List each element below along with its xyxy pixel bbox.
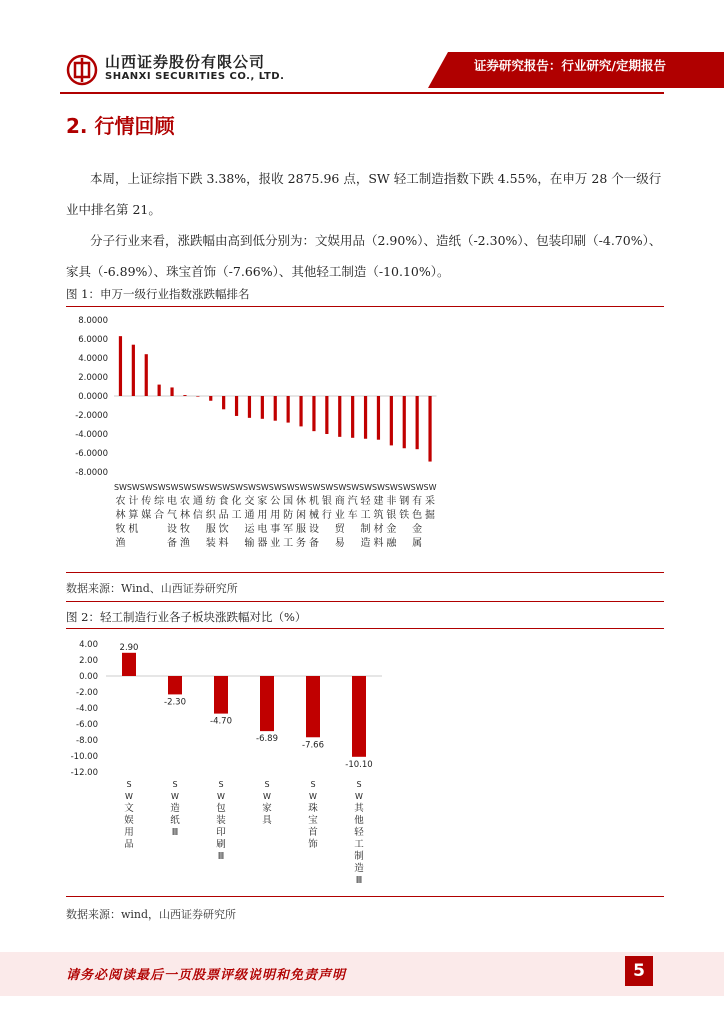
x-tick-label: 综 (154, 496, 165, 507)
paragraph-market-summary: 本周，上证综指下跌 3.38%，报收 2875.96 点，SW 轻工制造指数下跌 4.55%，在申万 28 个一级行业中排名第 21。 (66, 171, 662, 217)
bar-1 (122, 653, 136, 676)
x-tick-label: 输 (244, 538, 255, 549)
data-label: 2.90 (119, 642, 139, 653)
bar-9 (222, 396, 225, 409)
x-tick-label: SW (294, 483, 308, 492)
x-tick-label: 材 (373, 524, 384, 535)
x-tick-label: W (125, 792, 133, 801)
x-tick-label: 铁 (399, 510, 410, 521)
x-tick-label: SW (346, 483, 360, 492)
bar-21 (377, 396, 380, 440)
y-tick-label: -2.0000 (75, 411, 108, 421)
section-title: 2. 行情回顾 (66, 114, 175, 138)
x-tick-label: S (356, 780, 362, 789)
x-tick-label: 具 (262, 815, 272, 826)
x-tick-label: 电 (257, 524, 268, 535)
y-tick-label: 6.0000 (78, 335, 108, 345)
x-tick-label: 制 (360, 524, 371, 535)
x-tick-label: 制 (354, 851, 364, 862)
figure1-bottom-rule (66, 572, 664, 573)
x-tick-label: 掘 (425, 510, 436, 521)
bar-8 (209, 396, 212, 401)
x-tick-label: 首 (308, 827, 318, 838)
bar-18 (338, 396, 341, 437)
data-label: -10.10 (345, 759, 373, 770)
x-tick-label: 电 (167, 496, 178, 507)
x-tick-label: 钢 (399, 496, 410, 507)
bar-19 (351, 396, 354, 438)
figure1-caption: 图 1：申万一级行业指数涨跌幅排名 (66, 287, 250, 301)
bar-3 (214, 676, 228, 714)
x-tick-label: 造 (170, 803, 180, 814)
y-tick-label: -8.0000 (75, 468, 108, 478)
x-tick-label: 品 (218, 510, 229, 521)
x-tick-label: 料 (373, 538, 384, 549)
x-tick-label: 他 (354, 815, 364, 826)
x-tick-label: SW (126, 483, 140, 492)
x-tick-label: SW (384, 483, 398, 492)
x-tick-label: 算 (128, 510, 139, 521)
x-tick-label: W (217, 792, 225, 801)
bar-6 (352, 676, 366, 757)
x-tick-label: SW (281, 483, 295, 492)
x-tick-label: 汽 (347, 496, 358, 507)
x-tick-label: S (172, 780, 178, 789)
subsector-change-chart (66, 632, 406, 894)
x-tick-label: 服 (205, 524, 216, 535)
x-tick-label: SW (320, 483, 334, 492)
x-tick-label: 传 (141, 496, 152, 507)
x-tick-label: 车 (347, 510, 358, 521)
bar-16 (312, 396, 315, 431)
company-name-cn: 山西证券股份有限公司 (105, 53, 266, 71)
x-tick-label: 筑 (373, 510, 384, 521)
report-type-label: 证券研究报告：行业研究/定期报告 (473, 58, 666, 73)
x-tick-label: S (218, 780, 224, 789)
y-tick-label: -6.00 (76, 720, 98, 730)
figure1-source: 数据来源：Wind、山西证券研究所 (66, 582, 238, 595)
x-tick-label: SW (371, 483, 385, 492)
x-tick-label: 纺 (205, 496, 216, 507)
x-tick-label: Ⅲ (217, 851, 225, 862)
x-tick-label: 工 (283, 538, 294, 549)
x-tick-label: SW (397, 483, 411, 492)
x-tick-label: 刷 (216, 839, 226, 850)
x-tick-label: 渔 (179, 538, 190, 549)
bar-5 (170, 387, 173, 396)
y-tick-label: 2.0000 (78, 373, 108, 383)
x-tick-label: 工 (231, 510, 242, 521)
x-tick-label: 业 (270, 538, 281, 549)
x-tick-label: 用 (257, 510, 268, 521)
figure2-top-rule (66, 601, 664, 602)
x-tick-label: SW (139, 483, 153, 492)
x-tick-label: 融 (386, 538, 397, 549)
x-tick-label: 机 (308, 496, 319, 507)
x-tick-label: 采 (425, 496, 436, 507)
x-tick-label: 品 (124, 839, 134, 850)
bar-12 (261, 396, 264, 419)
x-tick-label: 易 (334, 538, 345, 549)
x-tick-label: 家 (262, 803, 272, 814)
x-tick-label: 包 (216, 803, 226, 814)
x-tick-label: 轻 (360, 496, 371, 507)
data-label: -4.70 (210, 716, 232, 727)
x-tick-label: 饮 (218, 524, 229, 535)
figure2-source: 数据来源：wind，山西证券研究所 (66, 908, 237, 921)
x-tick-label: 信 (192, 510, 203, 521)
x-tick-label: 牧 (115, 524, 126, 535)
x-tick-label: 造 (360, 538, 371, 549)
x-tick-label: 械 (308, 510, 319, 521)
footer-disclaimer: 请务必阅读最后一页股票评级说明和免责声明 (66, 968, 347, 983)
x-tick-label: 防 (283, 510, 294, 521)
company-name-en: SHANXI SECURITIES CO., LTD. (105, 71, 285, 82)
bar-22 (390, 396, 393, 445)
x-tick-label: 属 (412, 538, 423, 549)
bar-2 (132, 345, 135, 396)
x-tick-label: 珠 (308, 803, 318, 814)
bar-7 (196, 396, 199, 397)
bar-3 (145, 354, 148, 396)
x-tick-label: 林 (179, 510, 190, 521)
x-tick-label: SW (307, 483, 321, 492)
x-tick-label: 公 (270, 496, 281, 507)
x-tick-label: 务 (296, 538, 307, 549)
x-tick-label: Ⅲ (355, 875, 363, 886)
y-tick-label: 0.0000 (78, 392, 108, 402)
x-tick-label: 闲 (296, 510, 307, 521)
x-tick-label: 金 (386, 524, 397, 535)
x-tick-label: SW (333, 483, 347, 492)
x-tick-label: 银 (321, 496, 332, 507)
x-tick-label: 休 (296, 496, 307, 507)
bar-14 (287, 396, 290, 423)
x-tick-label: 国 (283, 496, 294, 507)
x-tick-label: 有 (412, 496, 423, 507)
y-tick-label: -4.0000 (75, 430, 108, 440)
x-tick-label: 设 (167, 524, 178, 535)
figure1-top-rule (66, 306, 664, 307)
y-tick-label: -12.00 (70, 768, 98, 778)
data-label: -2.30 (164, 697, 186, 708)
bar-23 (403, 396, 406, 448)
x-tick-label: 家 (257, 496, 268, 507)
x-tick-label: 媒 (141, 510, 152, 521)
x-tick-label: Ⅲ (171, 827, 179, 838)
bar-20 (364, 396, 367, 439)
x-tick-label: 农 (179, 496, 190, 507)
x-tick-label: SW (255, 483, 269, 492)
bar-5 (306, 676, 320, 737)
x-tick-label: SW (423, 483, 437, 492)
y-tick-label: -10.00 (70, 752, 98, 762)
x-tick-label: SW (152, 483, 166, 492)
y-tick-label: 4.00 (79, 640, 98, 650)
x-tick-label: 备 (167, 538, 178, 549)
x-tick-label: 轻 (354, 827, 364, 838)
x-tick-label: 林 (115, 510, 126, 521)
y-tick-label: -2.00 (76, 688, 98, 698)
y-tick-label: 4.0000 (78, 354, 108, 364)
x-tick-label: 印 (216, 827, 226, 838)
x-tick-label: 用 (124, 827, 134, 838)
figure2-caption: 图 2：轻工制造行业各子板块涨跌幅对比（%） (66, 610, 307, 624)
x-tick-label: 娱 (124, 815, 134, 826)
x-tick-label: 工 (354, 839, 364, 850)
x-tick-label: SW (165, 483, 179, 492)
paragraph-subsector-summary: 分子行业来看，涨跌幅由高到低分别为：文娱用品（2.90%）、造纸（-2.30%）、包装印刷（-4.70%）、家具（-6.89%）、珠宝首饰（-7.66%）、其他轻工制造（-10.10%）。 (66, 233, 662, 279)
x-tick-label: SW (191, 483, 205, 492)
header-divider (60, 92, 664, 94)
x-tick-label: SW (113, 483, 127, 492)
x-tick-label: 计 (128, 496, 139, 507)
x-tick-label: 设 (308, 524, 319, 535)
x-tick-label: 宝 (308, 815, 318, 826)
bar-24 (416, 396, 419, 449)
x-tick-label: 非 (386, 496, 397, 507)
x-tick-label: 料 (218, 538, 229, 549)
x-tick-label: 织 (205, 510, 216, 521)
x-tick-label: SW (217, 483, 231, 492)
bar-11 (248, 396, 251, 418)
x-tick-label: SW (178, 483, 192, 492)
x-tick-label: 器 (257, 538, 268, 549)
x-tick-label: 化 (231, 496, 242, 507)
x-tick-label: SW (410, 483, 424, 492)
x-tick-label: 色 (412, 510, 423, 521)
page-number: 5 (625, 956, 653, 986)
page-header (0, 0, 724, 100)
x-tick-label: SW (242, 483, 256, 492)
bar-2 (168, 676, 182, 694)
x-tick-label: 装 (205, 538, 216, 549)
bar-1 (119, 336, 122, 396)
bar-15 (299, 396, 302, 426)
x-tick-label: 军 (283, 524, 294, 535)
y-tick-label: 0.00 (79, 672, 98, 682)
x-tick-label: 业 (334, 510, 345, 521)
x-tick-label: 事 (270, 524, 281, 535)
x-tick-label: 金 (412, 524, 423, 535)
bar-17 (325, 396, 328, 434)
x-tick-label: S (310, 780, 316, 789)
y-tick-label: -6.0000 (75, 449, 108, 459)
x-tick-label: 纸 (170, 815, 180, 826)
y-tick-label: -8.00 (76, 736, 98, 746)
y-tick-label: -4.00 (76, 704, 98, 714)
x-tick-label: SW (359, 483, 373, 492)
x-tick-label: 服 (296, 524, 307, 535)
x-tick-label: 其 (354, 803, 364, 814)
x-tick-label: 备 (308, 538, 319, 549)
x-tick-label: 装 (216, 815, 226, 826)
x-tick-label: 商 (334, 496, 345, 507)
data-label: -7.66 (302, 740, 324, 751)
x-tick-label: 银 (386, 510, 397, 521)
industry-ranking-chart (66, 308, 466, 570)
x-tick-label: W (171, 792, 179, 801)
x-tick-label: W (309, 792, 317, 801)
x-tick-label: 贸 (334, 524, 345, 535)
x-tick-label: 交 (244, 496, 255, 507)
x-tick-label: 饰 (308, 839, 318, 850)
x-tick-label: 合 (154, 510, 165, 521)
x-tick-label: 造 (354, 863, 364, 874)
x-tick-label: W (263, 792, 271, 801)
y-tick-label: 8.0000 (78, 316, 108, 326)
x-tick-label: 通 (244, 510, 255, 521)
y-tick-label: 2.00 (79, 656, 98, 666)
x-tick-label: SW (230, 483, 244, 492)
x-tick-label: 通 (192, 496, 203, 507)
x-tick-label: 食 (218, 496, 229, 507)
x-tick-label: SW (268, 483, 282, 492)
x-tick-label: 文 (124, 803, 134, 814)
bar-4 (158, 385, 161, 396)
x-tick-label: 用 (270, 510, 281, 521)
x-tick-label: S (264, 780, 270, 789)
x-tick-label: 运 (244, 524, 255, 535)
bar-25 (428, 396, 431, 462)
bar-4 (260, 676, 274, 731)
x-tick-label: 渔 (115, 538, 126, 549)
x-tick-label: SW (204, 483, 218, 492)
bar-10 (235, 396, 238, 416)
x-tick-label: 农 (115, 496, 126, 507)
x-tick-label: 工 (360, 510, 371, 521)
bar-13 (274, 396, 277, 421)
x-tick-label: 机 (128, 524, 139, 535)
x-tick-label: 牧 (179, 524, 190, 535)
figure2-bottom-rule (66, 896, 664, 897)
figure2-mid-rule (66, 628, 664, 629)
x-tick-label: 气 (167, 510, 178, 521)
x-tick-label: 建 (373, 496, 384, 507)
data-label: -6.89 (256, 734, 278, 745)
x-tick-label: S (126, 780, 132, 789)
x-tick-label: 行 (321, 510, 332, 521)
x-tick-label: W (355, 792, 363, 801)
bar-6 (183, 395, 186, 396)
